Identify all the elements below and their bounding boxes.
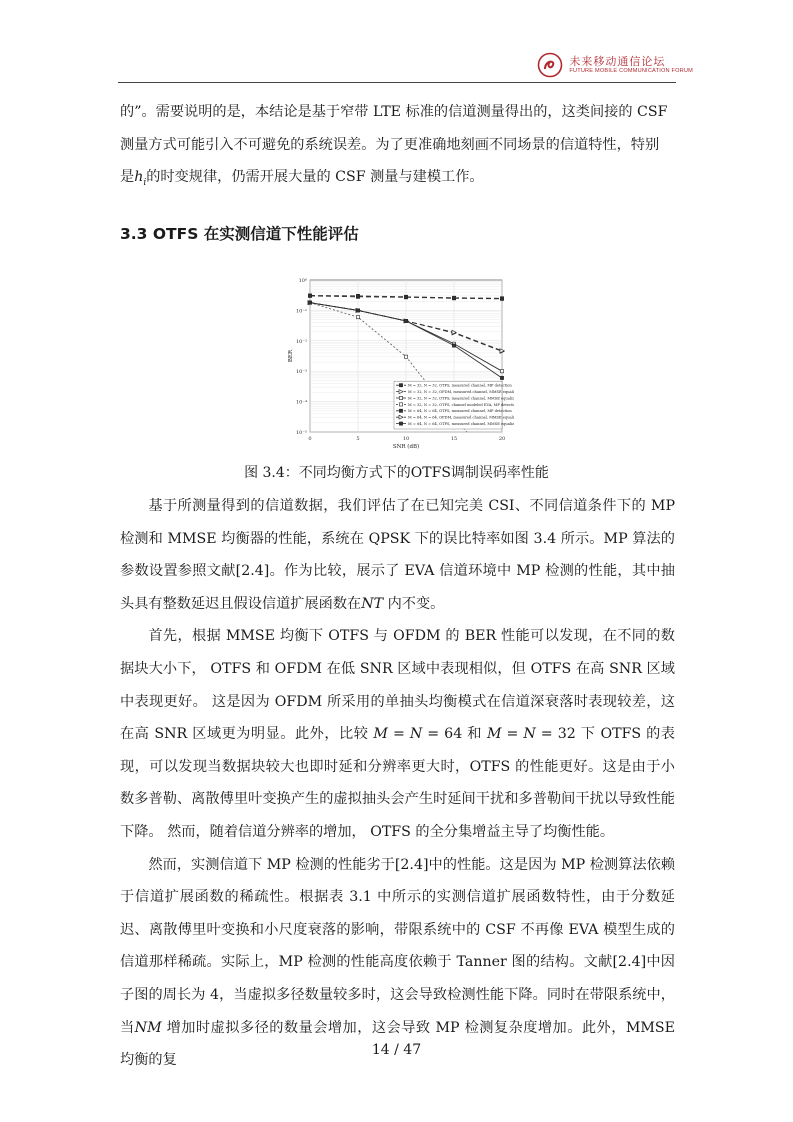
forum-logo-icon xyxy=(537,52,563,78)
page-number: 14 / 47 xyxy=(371,1042,422,1058)
text-run: 然而，实测信道下 MP 检测的性能劣于[2.4]中的性能。这是因为 MP 检测算法依赖于信道扩展函数的稀疏性。根据表 3.1 中所示的实测信道扩展函数特性，由于分数延迟、离散傅里叶变换和小尺度衰落的影响，带限系统中的 CSF 不再像 EVA 模型生成的信道那样稀疏。实际上，MP 检测的性能高度依赖于 Tanner 图的结构。文献[2.4]中因子图的周长为 4，当虚拟多径数量较多时，这会导致检测性能下降。同时在带限系统中，当 xyxy=(120,856,675,1036)
text-run: 基于所测量得到的信道数据，我们评估了在已知完美 CSI、不同信道条件下的 MP 检测和 MMSE 均衡器的性能，系统在 QPSK 下的误比特率如图 3.4 所示。MP 算法的参数设置参照文献[2.4]。作为比较，展示了 EVA 信道环境中 MP 检测的性能，其中抽头具有整数延迟且假设信道扩展函数在 xyxy=(120,498,675,612)
y-tick-label: 10⁻⁴ xyxy=(295,399,307,406)
math-symbol: M xyxy=(486,726,502,743)
x-tick-label: 0 xyxy=(308,436,312,442)
data-point-4 xyxy=(452,296,455,299)
paragraph-1 xyxy=(120,490,675,620)
text-run: 内不变。 xyxy=(383,595,445,612)
logo-english-text: FUTURE MOBILE COMMUNICATION FORUM xyxy=(569,67,693,74)
legend-entry: M = 64, N = 64, OFDM, measured channel, MMSE equalization xyxy=(408,415,514,420)
paragraph-2 xyxy=(120,620,675,848)
intro-line-2: 测量方式可能引入不可避免的系统误差。为了更准确地刻画不同场景的信道特性，特别 xyxy=(120,136,660,153)
x-axis-label: SNR (dB) xyxy=(392,444,420,450)
text-run: 增加时虚拟多径的数量会增加，这会导致 MP 检测复杂度增加。此外，MMSE 均衡的复 xyxy=(120,1019,675,1069)
ber-figure xyxy=(284,272,514,457)
intro-line-3-prefix: 是 xyxy=(120,169,135,186)
legend-marker xyxy=(399,409,402,412)
intro-line-3-suffix: 的时变规律，仍需开展大量的 CSF 测量与建模工作。 xyxy=(146,169,484,186)
y-tick-label: 10⁻⁵ xyxy=(295,430,307,436)
text-run: = 32 下 OTFS 的表现，可以发现当数据块较大也即时延和分辨率更大时，OTFS 的性能更好。这是由于小数多普勒、离散傅里叶变换产生的虚拟抽头会产生时延间干扰和多普勒间干扰以导致性能下降。 然而，随着信道分辨率的增加， OTFS 的全分集增益主导了均衡性能。 xyxy=(120,726,675,840)
legend-entry: M = 32, N = 32, OFDM, measured channel, MMSE equalization xyxy=(408,390,514,394)
legend-entry: M = 64, N = 64, OTFS, measured channel, MMSE equalization xyxy=(408,422,514,426)
math-h-symbol: h xyxy=(134,169,144,186)
legend-marker xyxy=(399,403,402,406)
logo-chinese-text: 未来移动通信论坛 xyxy=(569,54,666,68)
x-tick-label: 20 xyxy=(498,436,506,442)
legend-marker xyxy=(399,384,402,387)
intro-line-3 xyxy=(120,161,675,199)
data-point-2 xyxy=(500,370,503,373)
page-header-logo xyxy=(537,52,693,78)
legend-marker xyxy=(399,422,402,425)
math-symbol: N xyxy=(523,726,536,743)
legend-entry: M = 32, N = 32, OTFS, measured channel, MMSE equalization xyxy=(408,396,514,401)
text-run: 首先，根据 MMSE 均衡下 OTFS 与 OFDM 的 BER 性能可以发现，在不同的数据块大小下， OTFS 和 OFDM 在低 SNR 区域中表现相似，但 OTFS 在高 SNR 区域中表现更好。 这是因为 OFDM 所采用的单抽头均衡模式在信道深衰落时表现较差，这在高 SNR 区域更为明显。此外，比较 xyxy=(120,628,675,743)
data-point-4 xyxy=(356,294,359,297)
math-symbol: N xyxy=(409,726,423,743)
body-text xyxy=(120,490,675,1077)
section-heading: 3.3 OTFS 在实测信道下性能评估 xyxy=(120,225,359,243)
x-tick-label: 5 xyxy=(356,436,360,442)
ber-chart xyxy=(284,272,514,457)
data-point-4 xyxy=(500,297,503,300)
y-tick-label: 10⁻² xyxy=(295,338,307,345)
math-symbol: NM xyxy=(134,1019,162,1036)
data-point-6 xyxy=(404,319,407,322)
figure-caption: 图 3.4：不同均衡方式下的OTFS调制误码率性能 xyxy=(244,465,549,481)
data-point-3 xyxy=(404,355,407,358)
header-rule xyxy=(118,82,676,83)
text-run: = xyxy=(501,726,524,743)
legend-entry: M = 32, N = 32, OTFS, channel modeled EVA, MP detection xyxy=(408,402,514,407)
math-h xyxy=(134,169,147,189)
legend-entry: M = 64, N = 64, OTFS, measured channel, MP detection xyxy=(408,409,512,414)
intro-paragraph xyxy=(120,96,675,200)
data-point-6 xyxy=(452,344,455,347)
math-h-subscript: i xyxy=(143,178,147,189)
math-symbol: M xyxy=(373,726,388,743)
math-symbol: NT xyxy=(361,595,384,612)
data-point-6 xyxy=(500,376,503,379)
legend-marker xyxy=(399,396,402,399)
y-axis-label: BER xyxy=(288,349,294,363)
data-point-4 xyxy=(404,295,407,298)
text-run: = 64 和 xyxy=(422,726,487,743)
data-point-3 xyxy=(356,316,359,319)
data-point-6 xyxy=(356,309,359,312)
y-tick-label: 10⁻¹ xyxy=(295,308,307,315)
y-tick-label: 10⁰ xyxy=(298,278,307,284)
y-tick-label: 10⁻³ xyxy=(295,369,307,376)
legend-entry: M = 32, N = 32, OTFS, measured channel, MP detection xyxy=(408,383,512,388)
x-tick-label: 15 xyxy=(450,436,458,442)
text-run: = xyxy=(387,726,410,743)
data-point-4 xyxy=(308,294,311,297)
x-tick-label: 10 xyxy=(402,436,410,442)
data-point-6 xyxy=(308,301,311,304)
intro-line-1: 的”。需要说明的是，本结论是基于窄带 LTE 标准的信道测量得出的，这类间接的 CSF xyxy=(120,104,668,120)
